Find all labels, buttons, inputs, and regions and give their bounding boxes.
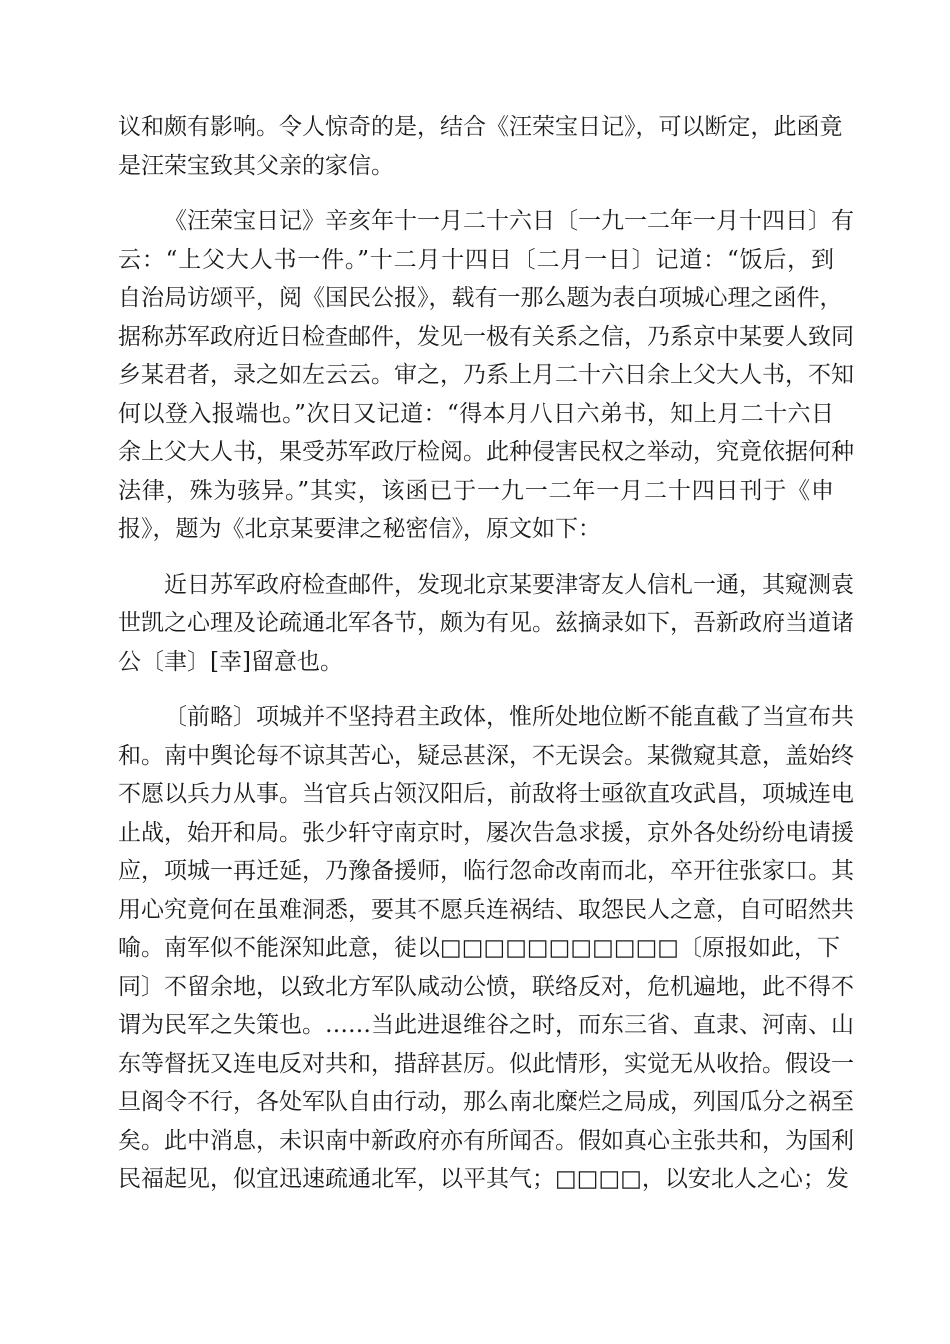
text-line: 是汪荣宝致其父亲的家信。: [118, 152, 394, 179]
text-line: 〔前略〕项城并不坚持君主政体，惟所处地位断不能直截了当宣布共: [164, 704, 854, 730]
text-line: 何以登入报端也。”次日又记道：“得本月八日六弟书，知上月二十六日: [118, 400, 834, 427]
text-line: 世凯之心理及论疏通北军各节，颇为有见。兹摘录如下，吾新政府当道诸: [118, 610, 854, 636]
paragraph-3: [118, 566, 854, 682]
text-line: 不愿以兵力从事。当官兵占领汉阳后，前敌将士亟欲直攻武昌，项城连电: [118, 781, 854, 807]
text-line: 自治局访颂平，阅《国民公报》，载有一那么题为表白项城心理之函件，: [118, 285, 843, 311]
text-line: 东等督抚又连电反对共和，措辞甚厉。似此情形，实觉无从收拾。假设一: [118, 1050, 854, 1077]
text-line: 谓为民军之失策也。……当此进退维谷之时，而东三省、直隶、河南、山: [118, 1012, 854, 1038]
text-line: 乡某君者，录之如左云云。审之，乃系上月二十六日余上父大人书，不知: [118, 362, 854, 388]
text-line: 旦阁令不行，各处军队自由行动，那么南北糜烂之局成，列国瓜分之祸至: [118, 1089, 854, 1115]
text-line: 余上父大人书，果受苏军政厅检阅。此种侵害民权之举动，究竟依据何种: [118, 439, 854, 465]
paragraph-2: [118, 202, 854, 549]
text-line: 法律，殊为骇异。”其实，该函已于一九一二年一月二十四日刊于《申: [118, 477, 834, 504]
text-line: 止战，始开和局。张少轩守南京时，屡次告急求援，京外各处纷纷电请援: [118, 819, 854, 846]
text-line: 公〔聿〕[幸]留意也。: [118, 648, 343, 675]
paragraph-4: [118, 698, 854, 1199]
text-line: 用心究竟何在虽难洞悉，要其不愿兵连祸结、取怨民人之意，自可昭然共: [118, 896, 854, 923]
text-line: 据称苏军政府近日检查邮件，发见一极有关系之信，乃系京中某要人致同: [118, 323, 854, 350]
text-line: 喻。南军似不能深知此意，徒以□□□□□□□□□□□〔原报如此，下: [118, 935, 841, 961]
text-line: 云：“上父大人书一件。”十二月十四日〔二月一日〕记道：“饭后，到: [118, 246, 834, 273]
text-line: 和。南中舆论每不谅其苦心，疑忌甚深，不无误会。某微窥其意，盖始终: [118, 742, 854, 769]
text-line: 《汪荣宝日记》辛亥年十一月二十六日〔一九一二年一月十四日〕有: [164, 208, 854, 234]
text-line: 应，项城一再迁延，乃豫备援师，临行忽命改南而北，卒开往张家口。其: [118, 858, 854, 884]
text-line: 民福起见，似宜迅速疏通北军，以平其气；□□□□，以安北人之心；发: [118, 1166, 849, 1192]
text-line: 矣。此中消息，未识南中新政府亦有所闻否。假如真心主张共和，为国利: [118, 1127, 854, 1154]
text-line: 近日苏军政府检查邮件，发现北京某要津寄友人信札一通，其窥测袁: [164, 571, 854, 598]
paragraph-1: [118, 108, 843, 185]
body-text: [118, 108, 854, 1216]
text-line: 同〕不留余地，以致北方军队咸动公愤，联络反对，危机遍地，此不得不: [118, 973, 854, 1000]
text-line: 议和颇有影响。令人惊奇的是，结合《汪荣宝日记》，可以断定，此函竟: [118, 114, 843, 140]
text-line: 报》，题为《北京某要津之秘密信》，原文如下：: [118, 516, 601, 542]
